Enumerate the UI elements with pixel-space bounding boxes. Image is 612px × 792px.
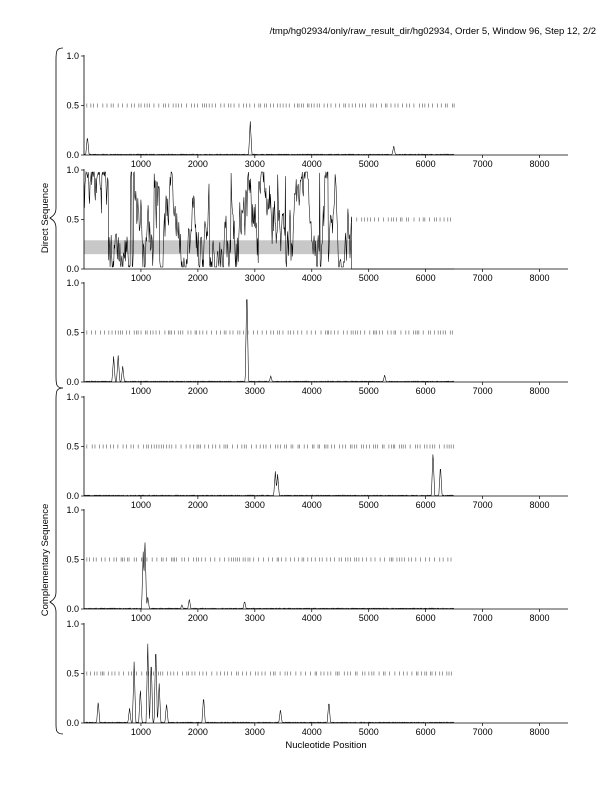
signal-line xyxy=(84,543,454,609)
x-tick-label: 1000 xyxy=(130,613,151,623)
x-tick-label: 1000 xyxy=(130,159,151,169)
x-tick-label: 8000 xyxy=(529,159,550,169)
y-tick-label: 0.0 xyxy=(66,604,79,614)
y-tick-label: 0.5 xyxy=(66,100,79,111)
brace-complementary-sequence xyxy=(50,388,63,734)
x-tick-label: 5000 xyxy=(358,386,379,396)
header-path-text: /tmp/hg02934/only/raw_result_dir/hg02934, Order 5, Window 96, Step 12, 2/2 xyxy=(269,26,596,37)
group-label-direct: Direct Sequence xyxy=(40,182,51,254)
y-tick-label: 0.0 xyxy=(66,491,79,501)
panel-6 xyxy=(66,619,568,737)
x-tick-label: 8000 xyxy=(529,613,550,623)
y-tick-label: 1.0 xyxy=(66,165,79,175)
signal-line xyxy=(84,454,454,495)
x-tick-label: 2000 xyxy=(187,613,208,623)
y-tick-label: 0.0 xyxy=(66,718,79,728)
y-tick-label: 1.0 xyxy=(66,51,79,61)
panel-2 xyxy=(66,165,568,283)
x-tick-label: 6000 xyxy=(415,613,436,623)
y-tick-label: 0.0 xyxy=(66,264,79,274)
x-tick-label: 4000 xyxy=(301,273,322,283)
x-tick-label: 4000 xyxy=(301,727,322,737)
y-tick-label: 0.5 xyxy=(66,554,79,565)
x-tick-label: 6000 xyxy=(415,159,436,169)
panel-1 xyxy=(66,51,568,169)
x-tick-label: 3000 xyxy=(244,613,265,623)
x-tick-label: 2000 xyxy=(187,727,208,737)
x-tick-label: 2000 xyxy=(187,500,208,510)
x-tick-label: 5000 xyxy=(358,273,379,283)
x-tick-label: 7000 xyxy=(472,273,493,283)
x-tick-label: 1000 xyxy=(130,273,151,283)
brace-direct-sequence xyxy=(50,48,63,388)
panel-3 xyxy=(66,278,568,396)
y-tick-label: 0.5 xyxy=(66,327,79,338)
x-tick-label: 6000 xyxy=(415,500,436,510)
y-tick-label: 1.0 xyxy=(66,392,79,402)
x-tick-label: 4000 xyxy=(301,500,322,510)
x-tick-label: 7000 xyxy=(472,613,493,623)
x-tick-label: 7000 xyxy=(472,159,493,169)
x-tick-label: 7000 xyxy=(472,500,493,510)
x-tick-label: 3000 xyxy=(244,727,265,737)
x-tick-label: 6000 xyxy=(415,727,436,737)
x-tick-label: 4000 xyxy=(301,159,322,169)
y-tick-label: 1.0 xyxy=(66,278,79,288)
x-tick-label: 3000 xyxy=(244,159,265,169)
panel-5 xyxy=(66,505,568,623)
x-tick-label: 6000 xyxy=(415,386,436,396)
x-tick-label: 2000 xyxy=(187,386,208,396)
y-tick-label: 0.5 xyxy=(66,214,79,225)
x-tick-label: 5000 xyxy=(358,613,379,623)
signal-line xyxy=(84,644,454,723)
signal-line xyxy=(84,121,454,154)
x-tick-label: 7000 xyxy=(472,727,493,737)
x-axis-label: Nucleotide Position xyxy=(285,740,367,751)
x-tick-label: 5000 xyxy=(358,727,379,737)
x-tick-label: 3000 xyxy=(244,273,265,283)
x-tick-label: 5000 xyxy=(358,159,379,169)
signal-line xyxy=(84,300,454,382)
x-tick-label: 7000 xyxy=(472,386,493,396)
y-tick-label: 0.5 xyxy=(66,441,79,452)
x-tick-label: 8000 xyxy=(529,500,550,510)
x-tick-label: 6000 xyxy=(415,273,436,283)
x-tick-label: 4000 xyxy=(301,386,322,396)
x-tick-label: 8000 xyxy=(529,273,550,283)
x-tick-label: 3000 xyxy=(244,500,265,510)
x-tick-label: 1000 xyxy=(130,386,151,396)
x-tick-label: 2000 xyxy=(187,159,208,169)
chart-panels xyxy=(66,51,568,737)
panel-4 xyxy=(66,392,568,510)
y-tick-label: 1.0 xyxy=(66,505,79,515)
x-tick-label: 3000 xyxy=(244,386,265,396)
x-tick-label: 2000 xyxy=(187,273,208,283)
y-tick-label: 0.0 xyxy=(66,377,79,387)
group-label-complementary: Complementary Sequence xyxy=(40,503,51,617)
signal-line xyxy=(84,172,454,269)
x-tick-label: 4000 xyxy=(301,613,322,623)
x-tick-label: 1000 xyxy=(130,727,151,737)
x-tick-label: 8000 xyxy=(529,727,550,737)
y-tick-label: 0.5 xyxy=(66,668,79,679)
x-tick-label: 8000 xyxy=(529,386,550,396)
x-tick-label: 1000 xyxy=(130,500,151,510)
x-tick-label: 5000 xyxy=(358,500,379,510)
y-tick-label: 0.0 xyxy=(66,150,79,160)
y-tick-label: 1.0 xyxy=(66,619,79,629)
